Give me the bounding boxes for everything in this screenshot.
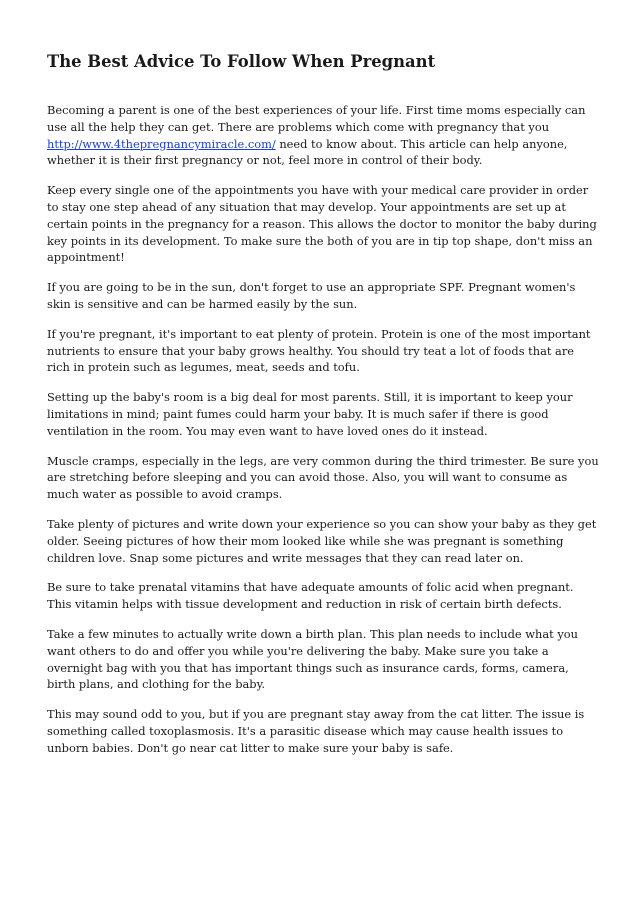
intro-text-after-link: need to know about. This article can help anyone, whether it is their first pregnancy or not, feel more in control of their body.	[47, 136, 568, 168]
paragraph-prenatal-vitamins: Be sure to take prenatal vitamins that have adequate amounts of folic acid when pregnant. This vitamin helps with tissue development and reduction in risk of certain birth defects.	[47, 580, 574, 612]
paragraph-muscle-cramps: Muscle cramps, especially in the legs, are very common during the third trimester. Be sure you are stretching before sleeping and you can avoid those. Also, you will want to consume as much water as possible to avoid cramps.	[47, 453, 599, 502]
paragraph-baby-room: Setting up the baby's room is a big deal for most parents. Still, it is important to keep your limitations in mind; paint fumes could harm your baby. It is much safer if there is good ventilation in the room. You may even want to have loved ones do it instead.	[47, 390, 573, 438]
document-title: The Best Advice To Follow When Pregnant	[47, 52, 436, 71]
paragraph-intro	[47, 102, 599, 169]
paragraph-sun-spf: If you are going to be in the sun, don't forget to use an appropriate SPF. Pregnant women's skin is sensitive and can be harmed easily by the sun.	[47, 280, 576, 311]
document-body	[47, 102, 599, 770]
paragraph-pictures: Take plenty of pictures and write down your experience so you can show your baby as they get older. Seeing pictures of how their mom looked like while she was pregnant is something children love. Snap some pictures and write messages that they can read later on.	[47, 516, 597, 565]
intro-text-before-link: Becoming a parent is one of the best experiences of your life. First time moms especially can use all the help they can get. There are problems which come with pregnancy that you	[47, 103, 586, 134]
paragraph-appointments: Keep every single one of the appointments you have with your medical care provider in order to stay one step ahead of any situation that may develop. Your appointments are set up at certain points in the pregnancy for a reason. This allows the doctor to monitor the baby during key points in its development. To make sure the both of you are in tip top shape, don't miss an appointment!	[47, 183, 597, 265]
paragraph-protein: If you're pregnant, it's important to eat plenty of protein. Protein is one of the most important nutrients to ensure that your baby grows healthy. You should try teat a lot of foods that are rich in protein such as legumes, meat, seeds and tofu.	[47, 326, 591, 375]
paragraph-birth-plan: Take a few minutes to actually write down a birth plan. This plan needs to include what you want others to do and offer you while you're delivering the baby. Make sure you take a overnight bag with you that has important things such as insurance cards, forms, camera, birth plans, and clothing for the baby.	[47, 626, 578, 692]
pregnancy-miracle-link[interactable]: http://www.4thepregnancymiracle.com/	[47, 136, 276, 151]
paragraph-cat-litter: This may sound odd to you, but if you are pregnant stay away from the cat litter. The issue is something called toxoplasmosis. It's a parasitic disease which may cause health issues to unborn babies. Don't go near cat litter to make sure your baby is safe.	[47, 707, 585, 755]
